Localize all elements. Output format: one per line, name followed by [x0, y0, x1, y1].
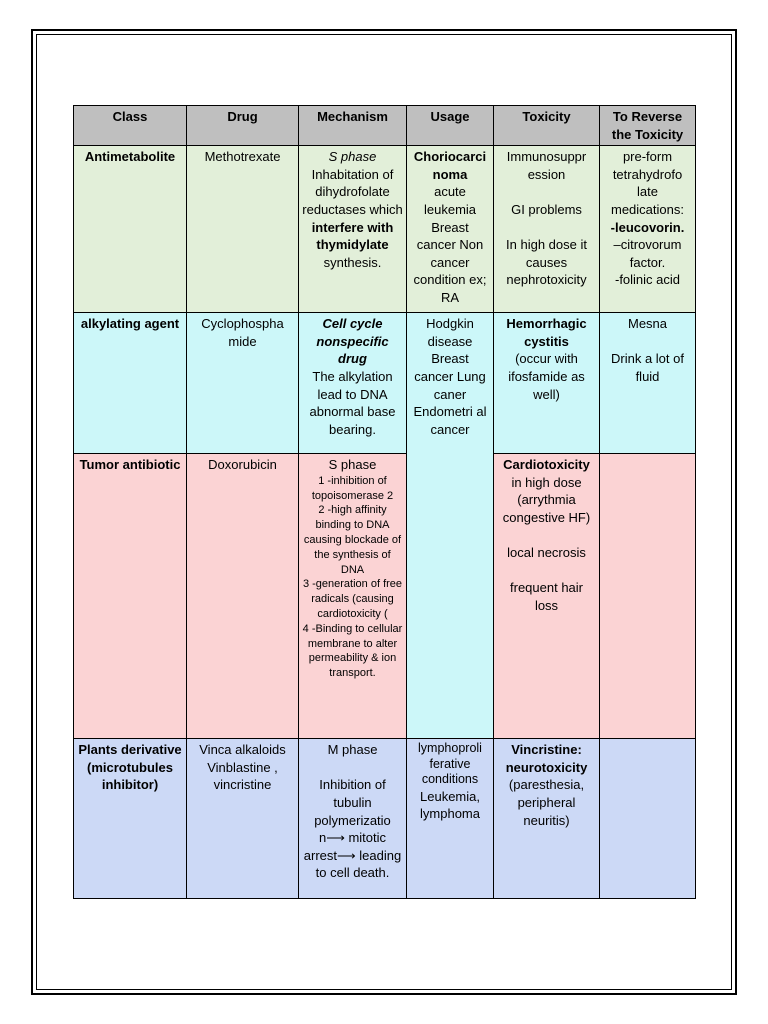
drug-cell: Doxorubicin — [187, 454, 299, 739]
reverse-cell — [600, 313, 696, 454]
toxicity-item: Immunosuppr ession — [506, 149, 587, 182]
class-cell: Plants derivative (microtubules inhibitor) — [74, 739, 187, 899]
header-drug: Drug — [187, 106, 299, 146]
usage-emphasis: Choriocarci noma — [413, 149, 487, 182]
mechanism-item: 2 -high affinity binding to DNA causing blockade of the synthesis of DNA — [303, 504, 402, 576]
phase-label: S phase — [328, 457, 377, 473]
toxicity-cell — [494, 454, 600, 739]
mechanism-cell — [299, 739, 407, 899]
mechanism-item: 4 -Binding to cellular membrane to alter permeability & ion transport. — [302, 622, 403, 680]
reverse-text: -folinic acid — [614, 272, 681, 288]
drug-cell: Cyclophospha mide — [187, 313, 299, 454]
toxicity-emphasis: Vincristine: neurotoxicity — [505, 742, 588, 775]
mechanism-emphasis: Cell cycle nonspecific drug — [316, 316, 389, 367]
table-row — [74, 739, 696, 899]
toxicity-text: (paresthesia, peripheral neuritis) — [508, 777, 585, 828]
usage-cell-shared: Hodgkin disease Breast cancer Lung caner Endometri al cancer — [407, 313, 494, 739]
phase-label: M phase — [327, 742, 378, 758]
mechanism-text-end: synthesis. — [323, 254, 382, 270]
reverse-emphasis: -leucovorin. — [610, 219, 685, 235]
toxicity-text: in high dose (arrythmia congestive HF) — [502, 474, 591, 525]
mechanism-item: 3 -generation of free radicals (causing cardiotoxicity ( — [302, 578, 403, 620]
mechanism-text: The alkylation lead to DNA abnormal base bearing. — [309, 368, 396, 437]
usage-text: acute leukemia Breast cancer Non cancer condition ex; RA — [413, 184, 487, 305]
table-row — [74, 146, 696, 313]
mechanism-emphasis: interfere with thymidylate — [311, 219, 394, 253]
reverse-cell — [600, 739, 696, 899]
toxicity-item: In high dose it causes nephrotoxicity — [506, 237, 587, 288]
table-row — [74, 454, 696, 739]
mechanism-text: Inhibition of tubulin polymerizatio n⟶ mitotic arrest⟶ leading to cell death. — [303, 777, 402, 881]
mechanism-item: 1 -inhibition of topoisomerase 2 — [311, 474, 394, 502]
usage-cell — [407, 146, 494, 313]
class-cell: Antimetabolite — [74, 146, 187, 313]
mechanism-cell — [299, 146, 407, 313]
mechanism-cell — [299, 454, 407, 739]
usage-text-small: lymphoproli ferative conditions — [418, 741, 482, 787]
toxicity-cell — [494, 739, 600, 899]
toxicity-item: GI problems — [511, 201, 582, 217]
mechanism-cell — [299, 313, 407, 454]
drug-cell: Vinca alkaloids Vinblastine , vincristine — [187, 739, 299, 899]
usage-text: Leukemia, lymphoma — [420, 788, 480, 822]
toxicity-cell — [494, 146, 600, 313]
header-mechanism: Mechanism — [299, 106, 407, 146]
reverse-text: pre-form tetrahydrofo late medications: — [611, 149, 684, 217]
reverse-item: Drink a lot of fluid — [611, 351, 684, 384]
toxicity-cell — [494, 313, 600, 454]
header-row — [74, 106, 696, 146]
toxicity-text: (occur with ifosfamide as well) — [508, 351, 585, 402]
header-reverse-toxicity: To Reverse the Toxicity — [600, 106, 696, 146]
reverse-cell — [600, 146, 696, 313]
header-toxicity: Toxicity — [494, 106, 600, 146]
toxicity-emphasis: Hemorrhagic cystitis — [506, 316, 587, 349]
mechanism-text: Inhabitation of dihydrofolate reductases which — [302, 166, 403, 217]
reverse-text: –citrovorum factor. — [613, 237, 682, 270]
usage-cell — [407, 739, 494, 899]
table-row — [74, 313, 696, 454]
reverse-item: Mesna — [627, 316, 668, 332]
class-cell: Tumor antibiotic — [74, 454, 187, 739]
reverse-cell — [600, 454, 696, 739]
phase-label: S phase — [328, 149, 377, 165]
class-cell: alkylating agent — [74, 313, 187, 454]
toxicity-item: local necrosis — [507, 545, 586, 561]
chemotherapy-drug-table — [73, 105, 696, 899]
drug-cell: Methotrexate — [187, 146, 299, 313]
header-usage: Usage — [407, 106, 494, 146]
toxicity-emphasis: Cardiotoxicity — [503, 457, 590, 473]
toxicity-item: frequent hair loss — [510, 580, 583, 613]
header-class: Class — [74, 106, 187, 146]
